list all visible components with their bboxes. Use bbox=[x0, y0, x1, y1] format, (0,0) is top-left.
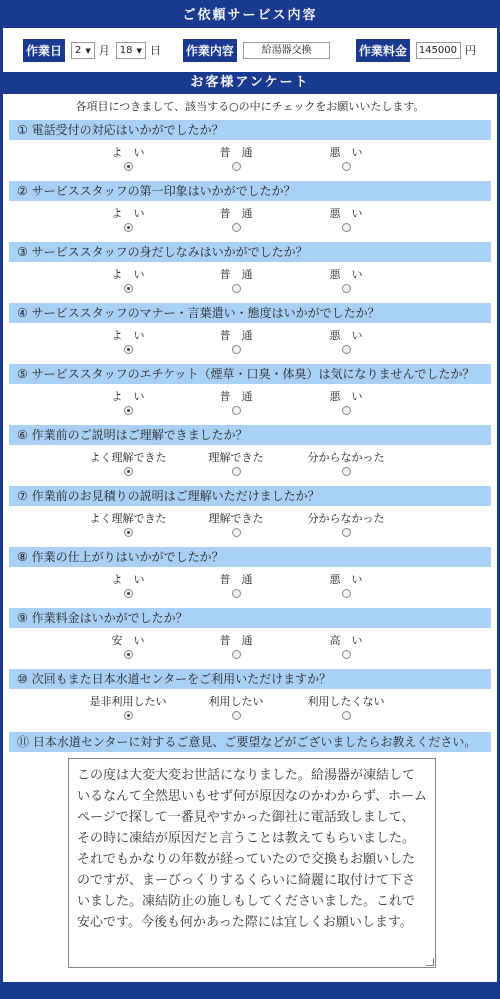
radio-option-label: 悪 い bbox=[329, 207, 363, 220]
radio-option-label: 悪 い bbox=[329, 390, 363, 403]
radio-option-label: よ い bbox=[111, 207, 145, 220]
radio-option[interactable] bbox=[68, 451, 188, 479]
comment-text: この度は大変大変お世話になりました。給湯器が凍結しているなんて全然思いもせず何が原因なのかわからず、ホームページで探して一番見やすかった御社に電話致しまして、その時に凍結が原因だと言うことは教えてもらいました。それでもかなりの年数が経っていたので交換もお願いしたのですが、まーびっくりするくらいに綺麗に取付けて下さいました。凍結防止の施しもしてくださいました。これで安心です。今後も何かあった際には宜しくお願いします。 bbox=[77, 768, 427, 930]
radio-option[interactable] bbox=[176, 695, 296, 723]
fee-tag: 作業料金 bbox=[356, 39, 410, 62]
day-select[interactable] bbox=[116, 42, 146, 59]
question-list bbox=[3, 120, 497, 730]
radio-option[interactable] bbox=[176, 451, 296, 479]
radio-option-label: 悪 い bbox=[329, 329, 363, 342]
question-options bbox=[3, 262, 497, 303]
radio-button[interactable] bbox=[232, 223, 241, 232]
survey-intro: 各項目につきまして、該当する○の中にチェックをお願いいたします。 bbox=[75, 100, 425, 113]
radio-button[interactable] bbox=[232, 162, 241, 171]
radio-option[interactable] bbox=[286, 146, 406, 174]
radio-button[interactable] bbox=[232, 406, 241, 415]
radio-option[interactable] bbox=[68, 634, 188, 662]
question-options bbox=[3, 323, 497, 364]
radio-option[interactable] bbox=[68, 268, 188, 296]
question-options bbox=[3, 445, 497, 486]
radio-option-label: 高 い bbox=[329, 634, 363, 647]
radio-option-label: 分からなかった bbox=[307, 451, 385, 464]
question-options bbox=[3, 384, 497, 425]
radio-button[interactable] bbox=[124, 162, 133, 171]
question-heading: ⑤ サービススタッフのエチケット（煙草・口臭・体臭）は気になりませんでしたか？ bbox=[9, 364, 491, 384]
radio-button[interactable] bbox=[342, 223, 351, 232]
bottom-bar bbox=[3, 982, 497, 996]
question-options bbox=[3, 201, 497, 242]
content-tag: 作業内容 bbox=[183, 39, 237, 62]
month-unit: 月 bbox=[98, 44, 110, 57]
radio-option-label: よ い bbox=[111, 390, 145, 403]
radio-button[interactable] bbox=[342, 650, 351, 659]
radio-option[interactable] bbox=[176, 207, 296, 235]
radio-button[interactable] bbox=[124, 467, 133, 476]
radio-option-label: 普 通 bbox=[219, 634, 253, 647]
radio-option-label: 安 い bbox=[111, 634, 145, 647]
question-options bbox=[3, 567, 497, 608]
radio-button[interactable] bbox=[124, 589, 133, 598]
radio-button[interactable] bbox=[124, 284, 133, 293]
question-heading: ④ サービススタッフのマナー・言葉遣い・態度はいかがでしたか？ bbox=[9, 303, 491, 323]
radio-option-label: 悪 い bbox=[329, 268, 363, 281]
radio-option[interactable] bbox=[68, 573, 188, 601]
radio-button[interactable] bbox=[232, 589, 241, 598]
radio-option[interactable] bbox=[286, 451, 406, 479]
radio-option-label: 是非利用したい bbox=[89, 695, 167, 708]
service-section-title: ご依頼サービス内容 bbox=[3, 3, 497, 28]
radio-option-label: よ い bbox=[111, 268, 145, 281]
chevron-down-icon: ▼ bbox=[85, 46, 91, 55]
radio-button[interactable] bbox=[342, 406, 351, 415]
question-options bbox=[3, 628, 497, 669]
radio-option-label: 普 通 bbox=[219, 146, 253, 159]
radio-button[interactable] bbox=[342, 711, 351, 720]
radio-option[interactable] bbox=[68, 695, 188, 723]
month-value: 2 bbox=[75, 44, 82, 56]
radio-option-label: よ い bbox=[111, 146, 145, 159]
radio-option-label: 悪 い bbox=[329, 573, 363, 586]
radio-option[interactable] bbox=[68, 390, 188, 418]
radio-button[interactable] bbox=[232, 467, 241, 476]
radio-option-label: よく理解できた bbox=[89, 512, 167, 525]
comment-question: ⑪ 日本水道センターに対するご意見、ご要望などがございましたらお教えください。 bbox=[9, 732, 491, 752]
radio-option[interactable] bbox=[176, 268, 296, 296]
radio-button[interactable] bbox=[342, 528, 351, 537]
radio-option-label: 普 通 bbox=[219, 268, 253, 281]
radio-option-label: 普 通 bbox=[219, 573, 253, 586]
radio-button[interactable] bbox=[124, 650, 133, 659]
radio-option[interactable] bbox=[176, 573, 296, 601]
question-heading: ② サービススタッフの第一印象はいかがでしたか？ bbox=[9, 181, 491, 201]
resize-grip-icon[interactable] bbox=[426, 958, 434, 966]
radio-button[interactable] bbox=[342, 162, 351, 171]
day-value: 18 bbox=[119, 44, 133, 56]
radio-button[interactable] bbox=[124, 345, 133, 354]
radio-option[interactable] bbox=[286, 573, 406, 601]
month-select[interactable] bbox=[71, 42, 95, 59]
radio-option-label: 利用したい bbox=[208, 695, 264, 708]
radio-option[interactable] bbox=[68, 146, 188, 174]
question-heading: ⑩ 次回もまた日本水道センターをご利用いただけますか？ bbox=[9, 669, 491, 689]
radio-option[interactable] bbox=[286, 268, 406, 296]
radio-option-label: 理解できた bbox=[208, 451, 264, 464]
radio-button[interactable] bbox=[342, 284, 351, 293]
radio-option[interactable] bbox=[286, 390, 406, 418]
radio-option[interactable] bbox=[176, 146, 296, 174]
radio-button[interactable] bbox=[124, 528, 133, 537]
radio-option-label: 普 通 bbox=[219, 207, 253, 220]
comment-textarea[interactable] bbox=[68, 758, 436, 968]
question-heading: ① 電話受付の対応はいかがでしたか？ bbox=[9, 120, 491, 140]
radio-option-label: よ い bbox=[111, 573, 145, 586]
radio-option-label: 利用したくない bbox=[307, 695, 385, 708]
question-options bbox=[3, 506, 497, 547]
fee-unit: 円 bbox=[465, 44, 476, 57]
radio-option[interactable] bbox=[286, 207, 406, 235]
radio-button[interactable] bbox=[342, 467, 351, 476]
date-tag: 作業日 bbox=[23, 39, 65, 62]
radio-option[interactable] bbox=[176, 390, 296, 418]
radio-option[interactable] bbox=[68, 329, 188, 357]
radio-option[interactable] bbox=[286, 634, 406, 662]
radio-option[interactable] bbox=[68, 207, 188, 235]
radio-option[interactable] bbox=[176, 634, 296, 662]
day-unit: 日 bbox=[149, 44, 161, 57]
radio-button[interactable] bbox=[342, 589, 351, 598]
radio-button[interactable] bbox=[124, 711, 133, 720]
radio-button[interactable] bbox=[342, 345, 351, 354]
radio-option-label: 普 通 bbox=[219, 329, 253, 342]
question-heading: ⑨ 作業料金はいかがでしたか？ bbox=[9, 608, 491, 628]
radio-button[interactable] bbox=[232, 528, 241, 537]
radio-option[interactable] bbox=[176, 329, 296, 357]
radio-option[interactable] bbox=[286, 512, 406, 540]
question-heading: ⑥ 作業前のご説明はご理解できましたか？ bbox=[9, 425, 491, 445]
radio-option[interactable] bbox=[286, 695, 406, 723]
radio-option[interactable] bbox=[68, 512, 188, 540]
radio-option-label: 分からなかった bbox=[307, 512, 385, 525]
question-options bbox=[3, 140, 497, 181]
comment-wrap bbox=[3, 752, 497, 968]
radio-button[interactable] bbox=[232, 650, 241, 659]
survey-section-title: お客様アンケート bbox=[3, 72, 497, 94]
question-options bbox=[3, 689, 497, 730]
radio-button[interactable] bbox=[124, 406, 133, 415]
radio-option-label: 悪 い bbox=[329, 146, 363, 159]
radio-button[interactable] bbox=[232, 711, 241, 720]
radio-option-label: 普 通 bbox=[219, 390, 253, 403]
radio-button[interactable] bbox=[232, 345, 241, 354]
question-heading: ⑦ 作業前のお見積りの説明はご理解いただけましたか？ bbox=[9, 486, 491, 506]
chevron-down-icon: ▼ bbox=[136, 46, 142, 55]
radio-option-label: よく理解できた bbox=[89, 451, 167, 464]
question-heading: ③ サービススタッフの身だしなみはいかがでしたか？ bbox=[9, 242, 491, 262]
radio-option-label: 理解できた bbox=[208, 512, 264, 525]
question-heading: ⑧ 作業の仕上がりはいかがでしたか？ bbox=[9, 547, 491, 567]
fee-field[interactable]: 145000 bbox=[416, 42, 461, 59]
radio-button[interactable] bbox=[232, 284, 241, 293]
radio-button[interactable] bbox=[124, 223, 133, 232]
content-field[interactable]: 給湯器交換 bbox=[243, 42, 330, 59]
radio-option[interactable] bbox=[286, 329, 406, 357]
radio-option-label: よ い bbox=[111, 329, 145, 342]
radio-option[interactable] bbox=[176, 512, 296, 540]
service-details-row bbox=[3, 28, 497, 72]
